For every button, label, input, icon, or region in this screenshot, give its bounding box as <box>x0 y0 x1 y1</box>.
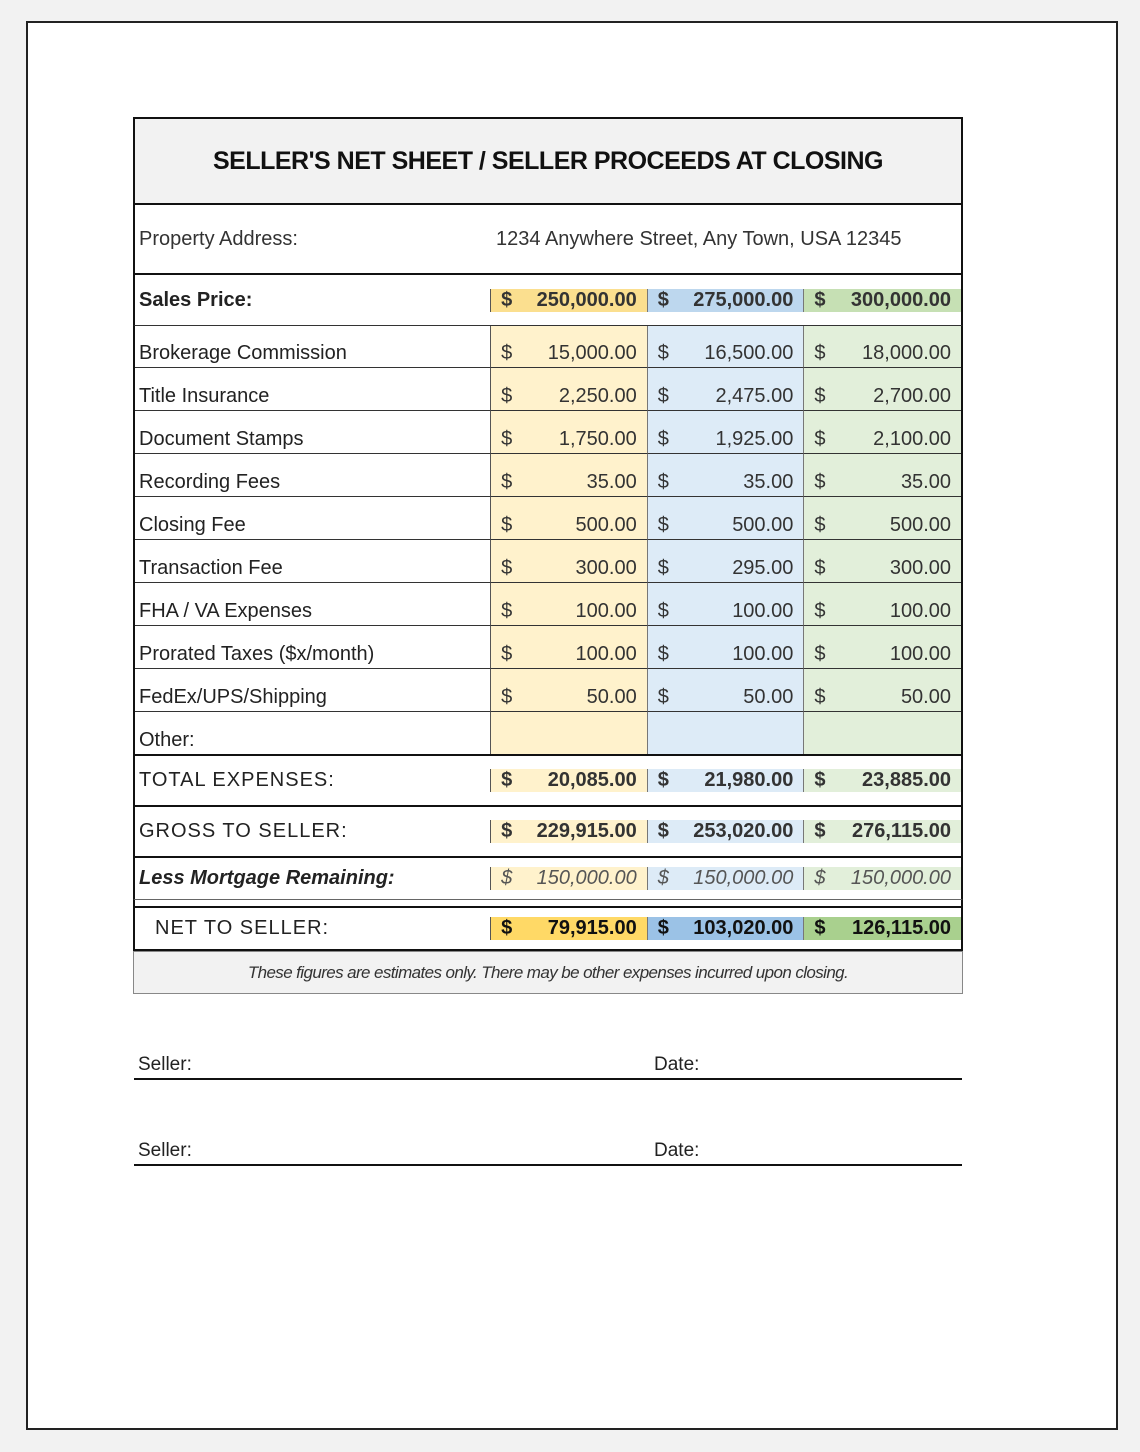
expense-label: Recording Fees <box>135 454 491 497</box>
expense-amount: 1,750.00 <box>558 428 637 450</box>
currency-symbol: $ <box>657 385 669 407</box>
net-to-seller-amount: 126,115.00 <box>852 917 951 939</box>
expense-amount: 35.00 <box>900 471 951 493</box>
currency-symbol: $ <box>814 342 826 364</box>
expense-label: Document Stamps <box>135 411 491 454</box>
total-expenses-amount: 20,085.00 <box>547 769 637 791</box>
expense-value-cell[interactable] <box>491 583 648 626</box>
expense-amount: 2,700.00 <box>873 385 951 407</box>
expense-amount: 2,475.00 <box>715 385 794 407</box>
expense-amount: 500.00 <box>575 514 637 536</box>
currency-symbol: $ <box>501 917 513 939</box>
expense-value-cell[interactable] <box>804 326 961 368</box>
currency-symbol: $ <box>501 288 513 311</box>
expense-row <box>133 368 963 411</box>
expense-value-cell[interactable] <box>491 712 648 754</box>
currency-symbol: $ <box>814 288 826 311</box>
expense-amount: 100.00 <box>575 600 637 622</box>
currency-symbol: $ <box>657 557 669 579</box>
expense-row <box>133 411 963 454</box>
expense-value-cell[interactable] <box>804 497 961 540</box>
total-expenses-row <box>133 754 963 805</box>
expense-value-cell[interactable] <box>491 497 648 540</box>
expense-value-cell[interactable] <box>648 368 805 411</box>
seller-label: Seller: <box>138 1054 192 1075</box>
currency-symbol: $ <box>501 643 513 665</box>
expense-value-cell[interactable] <box>648 454 805 497</box>
expense-value-cell[interactable] <box>648 540 805 583</box>
expense-value-cell[interactable] <box>648 583 805 626</box>
expense-value-cell[interactable] <box>648 497 805 540</box>
expense-value-cell[interactable] <box>804 626 961 669</box>
expense-label: Prorated Taxes ($x/month) <box>135 626 491 669</box>
expense-row <box>133 712 963 754</box>
expense-amount: 100.00 <box>575 643 637 665</box>
property-address-label: Property Address: <box>139 227 298 250</box>
expense-amount: 295.00 <box>732 557 794 579</box>
total-expenses-value-cell[interactable] <box>804 769 961 792</box>
gross-to-seller-value-cell[interactable] <box>804 820 961 843</box>
expense-amount: 300.00 <box>889 557 951 579</box>
expense-value-cell[interactable] <box>648 712 805 754</box>
currency-symbol: $ <box>814 557 826 579</box>
expense-label: FedEx/UPS/Shipping <box>135 669 491 712</box>
expense-amount: 50.00 <box>743 686 794 708</box>
currency-symbol: $ <box>814 643 826 665</box>
sales-price-value-cell[interactable] <box>804 289 961 312</box>
currency-symbol: $ <box>501 820 513 842</box>
expense-label: Other: <box>135 712 491 754</box>
gross-to-seller-value-cell[interactable] <box>648 820 805 843</box>
expense-amount: 100.00 <box>732 600 794 622</box>
total-expenses-amount: 21,980.00 <box>704 769 794 791</box>
currency-symbol: $ <box>814 769 826 791</box>
expense-amount: 16,500.00 <box>704 342 794 364</box>
currency-symbol: $ <box>814 867 826 889</box>
currency-symbol: $ <box>501 342 513 364</box>
sales-price-value-cell[interactable] <box>491 289 648 312</box>
mortgage-remaining-amount: 150,000.00 <box>536 867 637 889</box>
currency-symbol: $ <box>814 820 826 842</box>
currency-symbol: $ <box>814 686 826 708</box>
currency-symbol: $ <box>814 428 826 450</box>
currency-symbol: $ <box>657 769 669 791</box>
gross-to-seller-value-cell[interactable] <box>491 820 648 843</box>
currency-symbol: $ <box>814 917 826 939</box>
sales-price-label: Sales Price: <box>135 289 491 312</box>
currency-symbol: $ <box>501 769 513 791</box>
sheet-title: SELLER'S NET SHEET / SELLER PROCEEDS AT CLOSING <box>133 117 963 205</box>
currency-symbol: $ <box>501 686 513 708</box>
gross-to-seller-amount: 253,020.00 <box>693 820 794 842</box>
gross-to-seller-row <box>133 805 963 856</box>
sales-price-row <box>133 273 963 325</box>
currency-symbol: $ <box>501 514 513 536</box>
net-to-seller-row <box>133 906 963 951</box>
expense-value-cell[interactable] <box>648 626 805 669</box>
currency-symbol: $ <box>501 557 513 579</box>
signature-line-2[interactable] <box>134 1134 962 1166</box>
expense-amount: 35.00 <box>586 471 637 493</box>
date-label: Date: <box>654 1140 700 1161</box>
signature-line-1[interactable] <box>134 1048 962 1080</box>
expense-amount: 50.00 <box>586 686 637 708</box>
currency-symbol: $ <box>501 428 513 450</box>
expense-amount: 50.00 <box>900 686 951 708</box>
currency-symbol: $ <box>814 514 826 536</box>
expense-amount: 300.00 <box>575 557 637 579</box>
total-expenses-amount: 23,885.00 <box>862 769 951 791</box>
gross-to-seller-amount: 229,915.00 <box>536 820 637 842</box>
expense-value-cell[interactable] <box>804 454 961 497</box>
net-to-seller-amount: 79,915.00 <box>547 917 637 939</box>
expense-amount: 2,100.00 <box>873 428 951 450</box>
expense-value-cell[interactable] <box>491 326 648 368</box>
mortgage-remaining-row <box>133 856 963 900</box>
expense-row <box>133 669 963 712</box>
expense-amount: 100.00 <box>732 643 794 665</box>
expense-label: Title Insurance <box>135 368 491 411</box>
disclaimer-note: These figures are estimates only. There may be other expenses incurred upon closing. <box>133 951 963 994</box>
expense-amount: 15,000.00 <box>547 342 637 364</box>
sales-price-amount: 250,000.00 <box>536 288 637 311</box>
net-to-seller-value-cell[interactable] <box>648 917 805 940</box>
expense-amount: 2,250.00 <box>558 385 637 407</box>
sales-price-amount: 275,000.00 <box>693 288 794 311</box>
sales-price-value-cell[interactable] <box>648 289 805 312</box>
gross-to-seller-label: GROSS TO SELLER: <box>135 820 491 843</box>
expense-value-cell[interactable] <box>491 411 648 454</box>
expense-value-cell[interactable] <box>648 411 805 454</box>
expense-amount: 500.00 <box>889 514 951 536</box>
property-address-value: 1234 Anywhere Street, Any Town, USA 12345 <box>496 227 902 250</box>
expense-value-cell[interactable] <box>804 411 961 454</box>
net-to-seller-value-cell[interactable] <box>491 917 648 940</box>
currency-symbol: $ <box>657 288 669 311</box>
currency-symbol: $ <box>657 686 669 708</box>
expense-row <box>133 497 963 540</box>
expense-value-cell[interactable] <box>491 540 648 583</box>
currency-symbol: $ <box>501 867 513 889</box>
currency-symbol: $ <box>657 867 669 889</box>
net-to-seller-value-cell[interactable] <box>804 917 961 940</box>
property-address-row <box>133 205 963 273</box>
seller-label: Seller: <box>138 1140 192 1161</box>
mortgage-remaining-value-cell[interactable] <box>491 867 648 890</box>
expense-value-cell[interactable] <box>491 626 648 669</box>
currency-symbol: $ <box>814 471 826 493</box>
mortgage-remaining-amount: 150,000.00 <box>693 867 794 889</box>
currency-symbol: $ <box>657 342 669 364</box>
date-label: Date: <box>654 1054 700 1075</box>
currency-symbol: $ <box>657 514 669 536</box>
expense-amount: 500.00 <box>732 514 794 536</box>
mortgage-remaining-value-cell[interactable] <box>804 867 961 890</box>
expense-amount: 1,925.00 <box>715 428 794 450</box>
net-sheet-table <box>133 117 963 994</box>
total-expenses-value-cell[interactable] <box>491 769 648 792</box>
expense-value-cell[interactable] <box>804 540 961 583</box>
currency-symbol: $ <box>657 600 669 622</box>
net-to-seller-label: NET TO SELLER: <box>135 917 491 940</box>
sales-price-amount: 300,000.00 <box>850 288 951 311</box>
expense-label: Transaction Fee <box>135 540 491 583</box>
expense-value-cell[interactable] <box>648 669 805 712</box>
gross-to-seller-amount: 276,115.00 <box>852 820 951 842</box>
mortgage-remaining-amount: 150,000.00 <box>850 867 951 889</box>
expense-label: FHA / VA Expenses <box>135 583 491 626</box>
expense-value-cell[interactable] <box>804 583 961 626</box>
expense-row <box>133 540 963 583</box>
expense-amount: 100.00 <box>889 643 951 665</box>
expense-value-cell[interactable] <box>491 368 648 411</box>
expense-row <box>133 626 963 669</box>
expense-value-cell[interactable] <box>491 454 648 497</box>
expense-label: Brokerage Commission <box>135 326 491 368</box>
currency-symbol: $ <box>814 600 826 622</box>
expense-row <box>133 325 963 368</box>
mortgage-remaining-value-cell[interactable] <box>648 867 805 890</box>
currency-symbol: $ <box>501 600 513 622</box>
net-to-seller-amount: 103,020.00 <box>693 917 794 939</box>
currency-symbol: $ <box>657 643 669 665</box>
expense-amount: 35.00 <box>743 471 794 493</box>
expense-value-cell[interactable] <box>648 326 805 368</box>
currency-symbol: $ <box>657 917 669 939</box>
expense-value-cell[interactable] <box>804 669 961 712</box>
expense-value-cell[interactable] <box>491 669 648 712</box>
expense-amount: 100.00 <box>889 600 951 622</box>
currency-symbol: $ <box>501 385 513 407</box>
currency-symbol: $ <box>501 471 513 493</box>
expense-amount: 18,000.00 <box>862 342 951 364</box>
currency-symbol: $ <box>657 471 669 493</box>
mortgage-remaining-label: Less Mortgage Remaining: <box>135 867 491 890</box>
total-expenses-label: TOTAL EXPENSES: <box>135 769 491 792</box>
expense-label: Closing Fee <box>135 497 491 540</box>
total-expenses-value-cell[interactable] <box>648 769 805 792</box>
expense-value-cell[interactable] <box>804 368 961 411</box>
expense-row <box>133 583 963 626</box>
expense-row <box>133 454 963 497</box>
currency-symbol: $ <box>657 428 669 450</box>
currency-symbol: $ <box>814 385 826 407</box>
expense-value-cell[interactable] <box>804 712 961 754</box>
currency-symbol: $ <box>657 820 669 842</box>
